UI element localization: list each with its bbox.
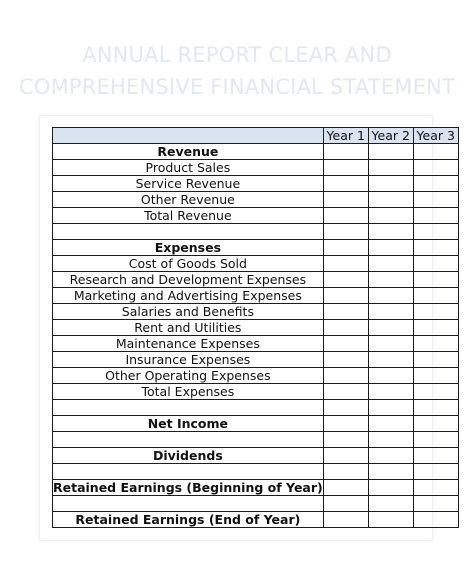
year-3-value-cell[interactable]	[413, 176, 458, 192]
table-row	[53, 512, 459, 528]
year-1-value-cell[interactable]	[323, 320, 368, 336]
year-1-value-cell[interactable]	[323, 448, 368, 464]
line-item-label: Maintenance Expenses	[53, 336, 324, 352]
line-item-label: Cost of Goods Sold	[53, 256, 324, 272]
section-heading-cell: Retained Earnings (End of Year)	[53, 512, 324, 528]
year-2-value-cell[interactable]	[368, 432, 413, 448]
table-row	[53, 464, 459, 480]
year-3-value-cell[interactable]	[413, 512, 458, 528]
document-title-line-2: COMPREHENSIVE FINANCIAL STATEMENT	[19, 75, 455, 99]
year-3-value-cell[interactable]	[413, 160, 458, 176]
year-2-value-cell[interactable]	[368, 464, 413, 480]
year-2-value-cell[interactable]	[368, 224, 413, 240]
year-3-value-cell[interactable]	[413, 336, 458, 352]
year-2-value-cell[interactable]	[368, 416, 413, 432]
line-item-label: Total Revenue	[53, 208, 324, 224]
table-row	[53, 192, 459, 208]
year-1-value-cell[interactable]	[323, 288, 368, 304]
year-1-value-cell[interactable]	[323, 208, 368, 224]
year-2-value-cell[interactable]	[368, 368, 413, 384]
year-2-value-cell[interactable]	[368, 320, 413, 336]
year-1-value-cell[interactable]	[323, 176, 368, 192]
table-row	[53, 480, 459, 496]
table-row	[53, 224, 459, 240]
year-3-value-cell[interactable]	[413, 384, 458, 400]
table-row	[53, 384, 459, 400]
year-1-value-cell[interactable]	[323, 480, 368, 496]
year-2-value-cell[interactable]	[368, 352, 413, 368]
year-3-value-cell[interactable]	[413, 320, 458, 336]
table-row	[53, 432, 459, 448]
table-row	[53, 496, 459, 512]
table-row	[53, 336, 459, 352]
line-item-label: Other Operating Expenses	[53, 368, 324, 384]
year-1-value-cell[interactable]	[323, 464, 368, 480]
section-heading-cell: Retained Earnings (Beginning of Year)	[53, 480, 323, 495]
year-3-value-cell[interactable]	[413, 496, 458, 512]
line-item-label	[53, 224, 324, 240]
year-1-value-cell[interactable]	[323, 336, 368, 352]
year-2-value-cell[interactable]	[368, 400, 413, 416]
year-2-value-cell[interactable]	[368, 336, 413, 352]
table-row	[53, 272, 459, 288]
table-row	[53, 320, 459, 336]
year-1-value-cell[interactable]	[323, 416, 368, 432]
year-3-value-cell[interactable]	[413, 368, 458, 384]
year-3-value-cell[interactable]	[413, 304, 458, 320]
line-item-label	[53, 432, 324, 448]
year-2-value-cell[interactable]	[368, 272, 413, 288]
table-row	[53, 144, 459, 160]
table-row	[53, 160, 459, 176]
year-2-value-cell[interactable]	[368, 256, 413, 272]
line-item-label: Product Sales	[53, 160, 324, 176]
line-item-label: Total Expenses	[53, 384, 324, 400]
year-3-value-cell[interactable]	[413, 224, 458, 240]
line-item-label: Marketing and Advertising Expenses	[53, 288, 324, 304]
table-row	[53, 368, 459, 384]
year-3-value-cell[interactable]	[413, 448, 458, 464]
year-3-value-cell[interactable]	[413, 208, 458, 224]
table-row	[53, 304, 459, 320]
year-1-value-cell[interactable]	[323, 432, 368, 448]
year-1-value-cell[interactable]	[323, 368, 368, 384]
year-2-value-cell[interactable]	[368, 448, 413, 464]
year-2-value-cell[interactable]	[368, 160, 413, 176]
table-row	[53, 400, 459, 416]
year-1-value-cell[interactable]	[323, 272, 368, 288]
line-item-label: Salaries and Benefits	[53, 304, 324, 320]
header-year-1: Year 1	[323, 128, 368, 144]
year-3-value-cell[interactable]	[413, 416, 458, 432]
year-3-value-cell[interactable]	[413, 480, 458, 496]
year-3-value-cell[interactable]	[413, 240, 458, 256]
section-heading-cell: Expenses	[53, 240, 324, 256]
table-row	[53, 352, 459, 368]
financial-statement-table	[52, 127, 459, 528]
year-2-value-cell[interactable]	[368, 304, 413, 320]
header-year-2: Year 2	[368, 128, 413, 144]
table-row	[53, 448, 459, 464]
year-1-value-cell[interactable]	[323, 512, 368, 528]
year-1-value-cell[interactable]	[323, 256, 368, 272]
line-item-label: Other Revenue	[53, 192, 324, 208]
year-1-value-cell[interactable]	[323, 192, 368, 208]
year-3-value-cell[interactable]	[413, 272, 458, 288]
year-3-value-cell[interactable]	[413, 192, 458, 208]
year-3-value-cell[interactable]	[413, 288, 458, 304]
line-item-label	[53, 400, 324, 416]
line-item-label	[53, 496, 324, 512]
year-1-value-cell[interactable]	[323, 400, 368, 416]
year-3-value-cell[interactable]	[413, 400, 458, 416]
line-item-label	[53, 464, 324, 480]
year-1-value-cell[interactable]	[323, 144, 368, 160]
year-1-value-cell[interactable]	[323, 496, 368, 512]
year-1-value-cell[interactable]	[323, 352, 368, 368]
year-2-value-cell[interactable]	[368, 144, 413, 160]
section-heading-cell: Net Income	[53, 416, 324, 432]
year-3-value-cell[interactable]	[413, 432, 458, 448]
year-2-value-cell[interactable]	[368, 176, 413, 192]
header-blank-cell	[53, 128, 324, 144]
year-2-value-cell[interactable]	[368, 208, 413, 224]
line-item-label: Rent and Utilities	[53, 320, 324, 336]
section-heading-cell: Dividends	[53, 448, 324, 464]
header-year-3: Year 3	[413, 128, 458, 144]
year-2-value-cell[interactable]	[368, 192, 413, 208]
year-3-value-cell[interactable]	[413, 144, 458, 160]
year-1-value-cell[interactable]	[323, 384, 368, 400]
line-item-label: Service Revenue	[53, 176, 324, 192]
table-row	[53, 240, 459, 256]
table-row	[53, 208, 459, 224]
year-1-value-cell[interactable]	[323, 304, 368, 320]
line-item-label: Insurance Expenses	[53, 352, 324, 368]
document-title-line-1: ANNUAL REPORT CLEAR AND	[82, 43, 392, 67]
year-2-value-cell[interactable]	[368, 240, 413, 256]
table-row	[53, 176, 459, 192]
year-2-value-cell[interactable]	[368, 512, 413, 528]
table-header-row	[53, 128, 459, 144]
line-item-label: Research and Development Expenses	[53, 272, 324, 288]
year-1-value-cell[interactable]	[323, 224, 368, 240]
year-3-value-cell[interactable]	[413, 256, 458, 272]
year-2-value-cell[interactable]	[368, 384, 413, 400]
year-3-value-cell[interactable]	[413, 352, 458, 368]
section-heading-cell: Revenue	[53, 144, 324, 160]
table-row	[53, 288, 459, 304]
table-row	[53, 416, 459, 432]
year-2-value-cell[interactable]	[368, 288, 413, 304]
year-1-value-cell[interactable]	[323, 160, 368, 176]
year-3-value-cell[interactable]	[413, 464, 458, 480]
year-2-value-cell[interactable]	[368, 496, 413, 512]
table-row	[53, 256, 459, 272]
year-1-value-cell[interactable]	[323, 240, 368, 256]
year-2-value-cell[interactable]	[368, 480, 413, 496]
